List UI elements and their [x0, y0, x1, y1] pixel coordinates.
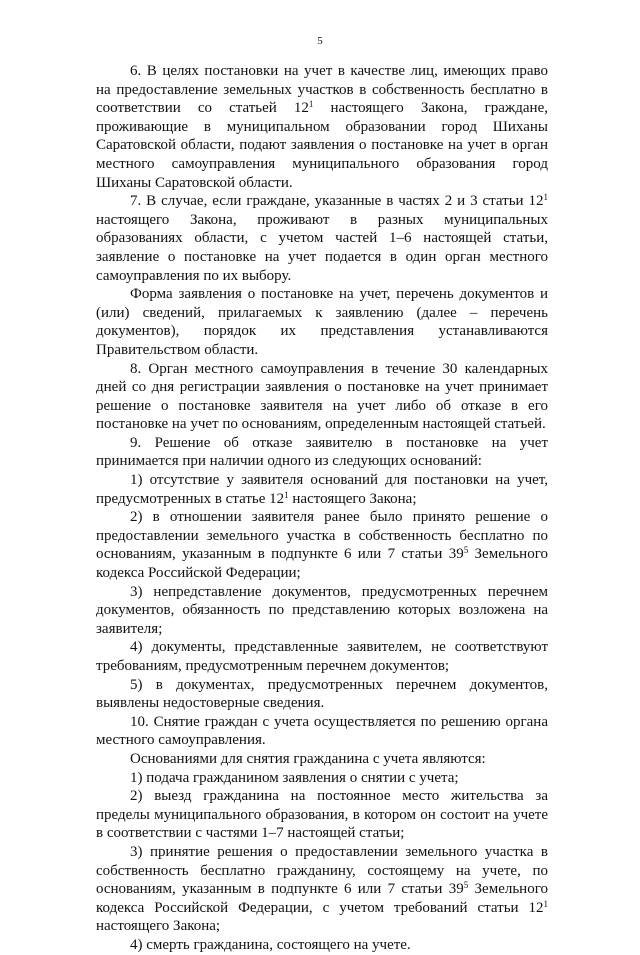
superscript: 1	[284, 489, 289, 500]
text-run: 4) смерть гражданина, состоящего на учете.	[130, 936, 411, 953]
text-run: 2) в отношении заявителя ранее было принято решение о предоставлении земельного участка в собственность бесплатно по основаниям, указанным в подпункте 6 или 7 статьи 39	[96, 509, 548, 563]
paragraph	[96, 192, 548, 285]
text-run: 2) выезд гражданина на постоянное место жительства за пределы муниципального образования, в котором он состоит на учете в соответствии с частями 1–7 настоящей статьи;	[96, 788, 548, 842]
text-run: 1) отсутствие у заявителя оснований для постановки на учет, предусмотренных в статье 12	[96, 472, 548, 507]
paragraph	[96, 583, 548, 639]
text-run: Земельного кодекса Российской Федерации;	[96, 546, 548, 582]
paragraph	[96, 360, 548, 434]
superscript: 5	[463, 545, 469, 556]
text-run: 6. В целях постановки на учет в качестве лиц, имеющих право на предоставление земельных участков в собственность бесплатно в соответствии со статьей 12	[96, 63, 548, 117]
text-run: 4) документы, представленные заявителем, не соответствуют требованиям, предусмотренным перечнем документов;	[96, 639, 548, 674]
paragraph	[96, 676, 548, 713]
text-run: 3) непредставление документов, предусмотренных перечнем документов, обязанность по представлению которых возложена на заявителя;	[96, 583, 548, 637]
text-run: 8. Орган местного самоуправления в течение 30 календарных дней со дня регистрации заявления о постановке на учет принимает решение о постановке заявителя на учет либо об отказе в его постановке на учет по основаниям, определенным настоящей статьей.	[96, 360, 548, 433]
text-run: настоящего Закона;	[288, 490, 417, 507]
paragraph	[96, 769, 548, 788]
text-run: 5) в документах, предусмотренных перечнем документов, выявлены недостоверные сведения.	[96, 676, 548, 712]
paragraph	[96, 508, 548, 582]
paragraph	[96, 434, 548, 471]
text-run: Основаниями для снятия гражданина с учета являются:	[130, 750, 486, 767]
law-text-body	[96, 62, 548, 955]
paragraph	[96, 713, 548, 750]
paragraph	[96, 471, 548, 508]
paragraph	[96, 787, 548, 843]
text-run: 7. В случае, если граждане, указанные в частях 2 и 3 статьи 12	[130, 193, 544, 210]
text-run: 3) принятие решения о предоставлении земельного участка в собственность бесплатно гражданину, состоящему на учете, по основаниям, указанным в подпункте 6 или 7 статьи 39	[96, 843, 548, 898]
page-number: 5	[317, 35, 323, 47]
text-run: Форма заявления о постановке на учет, перечень документов и (или) сведений, прилагаемых к заявлению (далее – перечень документов), порядок их представления устанавливаются Правительством области.	[96, 286, 548, 358]
text-run: настоящего Закона, граждане, проживающие в муниципальном образовании город Шиханы Саратовской области, подают заявления о постановке на учет в орган местного самоуправления муниципального образования город Шиханы Саратовской области.	[96, 100, 548, 191]
superscript: 1	[543, 192, 548, 203]
superscript: 1	[308, 99, 314, 110]
paragraph	[96, 285, 548, 359]
paragraph	[96, 936, 548, 955]
text-run: настоящего Закона;	[96, 918, 221, 935]
paragraph	[96, 62, 548, 192]
text-run: Земельного кодекса Российской Федерации, с учетом требований статьи 12	[96, 881, 548, 916]
paragraph	[96, 843, 548, 936]
text-run: настоящего Закона, проживают в разных муниципальных образованиях области, с учетом частей 1–6 настоящей статьи, заявление о постановке на учет подается в один орган местного самоуправления по их выбору.	[96, 211, 548, 284]
text-run: 10. Снятие граждан с учета осуществляется по решению органа местного самоуправления.	[96, 713, 548, 749]
paragraph	[96, 638, 548, 675]
superscript: 5	[463, 880, 469, 891]
text-run: 9. Решение об отказе заявителю в постановке на учет принимается при наличии одного из следующих оснований:	[96, 434, 548, 470]
superscript: 1	[543, 898, 548, 909]
paragraph	[96, 750, 548, 769]
text-run: 1) подача гражданином заявления о снятии с учета;	[130, 769, 459, 786]
